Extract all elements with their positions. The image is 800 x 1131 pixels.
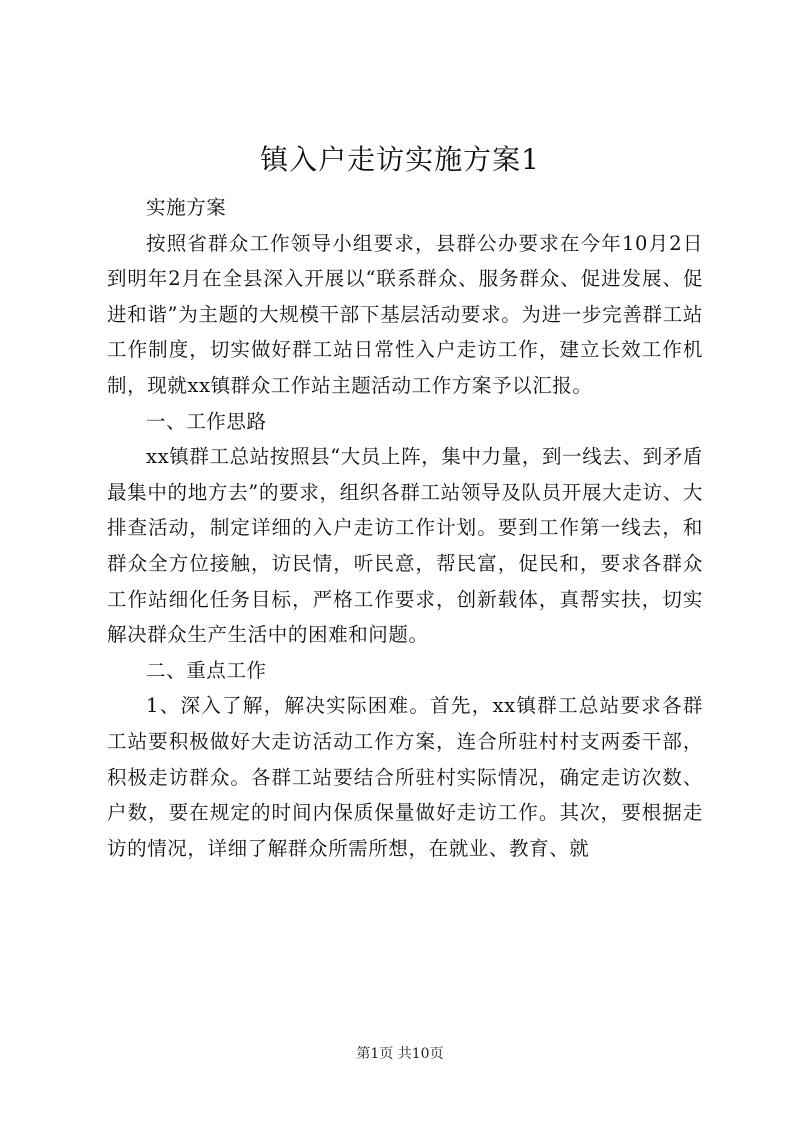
paragraph-work-idea: xx镇群工总站按照县“大员上阵，集中力量，到一线去、到矛盾最集中的地方去”的要求，组织各群工站领导及队员开展大走访、大排查活动，制定详细的入户走访工作计划。要到工作第一线去，和群众全方位接触，访民情，听民意，帮民富，促民和，要求各群众工作站细化任务目标，严格工作要求，创新载体，真帮实扶，切实解决群众生产生活中的困难和问题。 — [107, 445, 703, 647]
paragraph-heading-plan: 实施方案 — [146, 196, 227, 219]
section-heading-key-work: 二、重点工作 — [146, 658, 267, 682]
page-footer: 第1页 共10页 — [356, 1046, 444, 1062]
paragraph-key-work-1: 1、深入了解，解决实际困难。首先，xx镇群工总站要求各群工站要积极做好大走访活动工作方案，连合所驻村村支两委干部，积极走访群众。各群工站要结合所驻村实际情况，确定走访次数、户数，要在规定的时间内保质保量做好走访工作。其次，要根据走访的情况，详细了解群众所需所想，在就业、教育、就 — [107, 694, 703, 860]
document-body — [107, 190, 703, 866]
document-title: 镇入户走访实施方案1 — [260, 143, 540, 176]
section-heading-work-idea: 一、工作思路 — [146, 409, 267, 433]
paragraph-intro: 按照省群众工作领导小组要求，县群公办要求在今年10月2日到明年2月在全县深入开展以“联系群众、服务群众、促进发展、促进和谐”为主题的大规模干部下基层活动要求。为进一步完善群工站工作制度，切实做好群工站日常性入户走访工作，建立长效工作机制，现就xx镇群众工作站主题活动工作方案予以汇报。 — [107, 231, 703, 397]
